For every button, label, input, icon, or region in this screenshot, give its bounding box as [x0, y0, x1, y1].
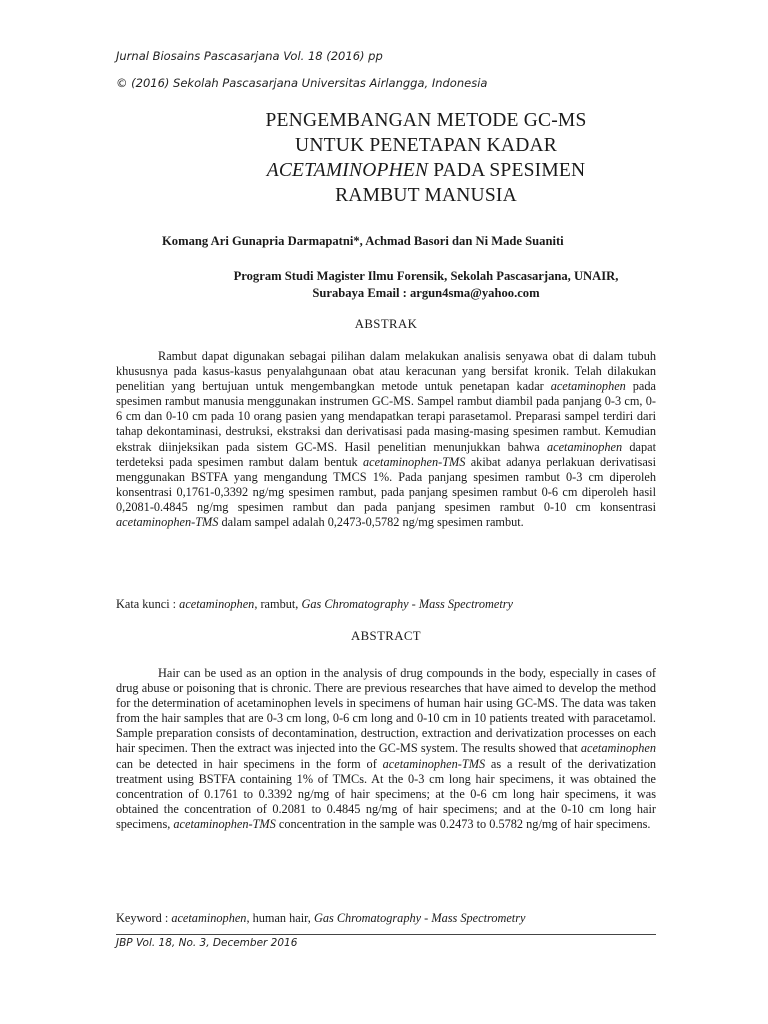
abstract-text-segment: as a result of the derivatization treatment using BSTFA containing 1% of TMCs. At the 0-3 cm long hair specimens, it was obtained the concentration of 0.1761 to 0.3392 ng/mg of hair specimens; at the 0-6 cm long hair specimens, it was obtained the concentration of 0.2081 to 0.4845 ng/mg of hair specimens; and at the 0-10 cm long hair specimens, — [116, 756, 656, 831]
abstract-text-segment: Hair can be used as an option in the analysis of drug compounds in the body, especially in cases of drug abuse or poisoning that is chronic. There are previous researches that have aimed to develop the method for the determination of acetaminophen levels in specimens of human hair using GC-MS. The data was taken from the hair samples that are 0-3 cm long, 0-6 cm long and 0-10 cm in 10 patients treated with paracetamol. Sample preparation consists of decontamination, destruction, extraction and derivatization processes on each hair specimen. Then the extract was injected into the GC-MS system. The results showed that — [116, 666, 656, 756]
copyright-line: © (2016) Sekolah Pascasarjana Universitas Airlangga, Indonesia — [116, 76, 488, 90]
kata-kunci-label: Kata kunci : — [116, 597, 180, 611]
abstract-italic-term: acetaminophen-TMS — [173, 816, 276, 831]
abstrak-text-segment: dapat terdeteksi pada spesimen rambut dalam bentuk — [116, 439, 656, 469]
keyword-term: Gas Chromatography - Mass Spectrometry — [313, 911, 526, 925]
abstrak-text-segment: akibat adanya perlakuan derivatisasi menggunakan BSTFA yang mengandung TMCS 1%. Pada panjang spesimen rambut 0-3 cm diperoleh konsentrasi 0,1761-0,3392 ng/mg spesimen rambut, pada panjang spesimen rambut 0-6 cm diperoleh hasil 0,2081-0.4845 ng/mg spesimen rambut dan pada panjang spesimen rambut 0-10 cm konsentrasi — [116, 454, 656, 514]
abstrak-heading: ABSTRAK — [354, 317, 418, 331]
affiliation — [216, 268, 636, 302]
abstract-text — [116, 666, 656, 832]
abstrak-italic-term: acetaminophen-TMS — [116, 515, 219, 530]
journal-header: Jurnal Biosains Pascasarjana Vol. 18 (2016) pp — [116, 49, 383, 63]
kata-kunci-term: , rambut, — [254, 597, 302, 611]
author-list: Komang Ari Gunapria Darmapatni*, Achmad Basori dan Ni Made Suaniti — [162, 234, 564, 248]
abstrak-text-segment: pada spesimen rambut manusia menggunakan instrumen GC-MS. Sampel rambut diambil pada panjang 0-3 cm, 0-6 cm dan 0-10 cm pada 10 orang pasien yang mendapatkan terapi parasetamol. Preparasi sampel terdiri dari tahap dekontaminasi, destruksi, ekstraksi dan derivatisasi pada masing-masing spesimen rambut. Kemudian ekstrak diinjeksikan pada sistem GC-MS. Hasil penelitian menunjukkan bahwa — [116, 379, 657, 454]
keyword-term: , human hair, — [246, 911, 314, 925]
abstrak-italic-term: acetaminophen-TMS — [362, 454, 466, 469]
abstract-heading: ABSTRACT — [350, 629, 422, 643]
title-italic-term: ACETAMINOPHEN — [266, 160, 429, 181]
abstrak-text — [116, 349, 656, 530]
footer-rule — [116, 934, 656, 935]
affiliation-line-2: Surabaya Email : argun4sma@yahoo.com — [312, 286, 540, 300]
kata-kunci-term: acetaminophen — [179, 597, 255, 611]
abstrak-italic-term: acetaminophen — [550, 379, 626, 394]
kata-kunci-term: Gas Chromatography - Mass Spectrometry — [301, 597, 513, 611]
title-line-4: RAMBUT MANUSIA — [335, 185, 517, 206]
title-line-3 — [216, 158, 636, 183]
keyword-label: Keyword : — [116, 911, 172, 925]
paper-title — [216, 108, 636, 208]
title-line-1: PENGEMBANGAN METODE GC-MS — [265, 110, 587, 131]
kata-kunci — [116, 597, 676, 612]
title-line-2: UNTUK PENETAPAN KADAR — [295, 135, 557, 156]
abstrak-text-segment: Rambut dapat digunakan sebagai pilihan dalam melakukan analisis senyawa obat di dalam tubuh khususnya pada kasus-kasus penyalahgunaan obat atau keracunan yang bersifat kronik. Telah dilakukan penelitian yang bertujuan untuk mengembangkan metode untuk penetapan kadar — [116, 349, 656, 394]
abstract-text-segment: can be detected in hair specimens in the form of — [116, 756, 383, 771]
abstract-text-segment: concentration in the sample was 0.2473 to 0.5782 ng/mg of hair specimens. — [275, 816, 651, 831]
title-line-3-rest: PADA SPESIMEN — [428, 160, 586, 181]
keyword-term: acetaminophen — [171, 911, 247, 925]
abstrak-text-segment: dalam sampel adalah 0,2473-0,5782 ng/mg spesimen rambut. — [218, 515, 524, 530]
affiliation-line-1: Program Studi Magister Ilmu Forensik, Sekolah Pascasarjana, UNAIR, — [233, 269, 619, 283]
keywords — [116, 911, 676, 926]
abstract-italic-term: acetaminophen — [580, 741, 656, 756]
abstrak-italic-term: acetaminophen — [546, 439, 623, 454]
footer-citation: JBP Vol. 18, No. 3, December 2016 — [116, 937, 298, 949]
abstract-italic-term: acetaminophen-TMS — [382, 756, 486, 771]
